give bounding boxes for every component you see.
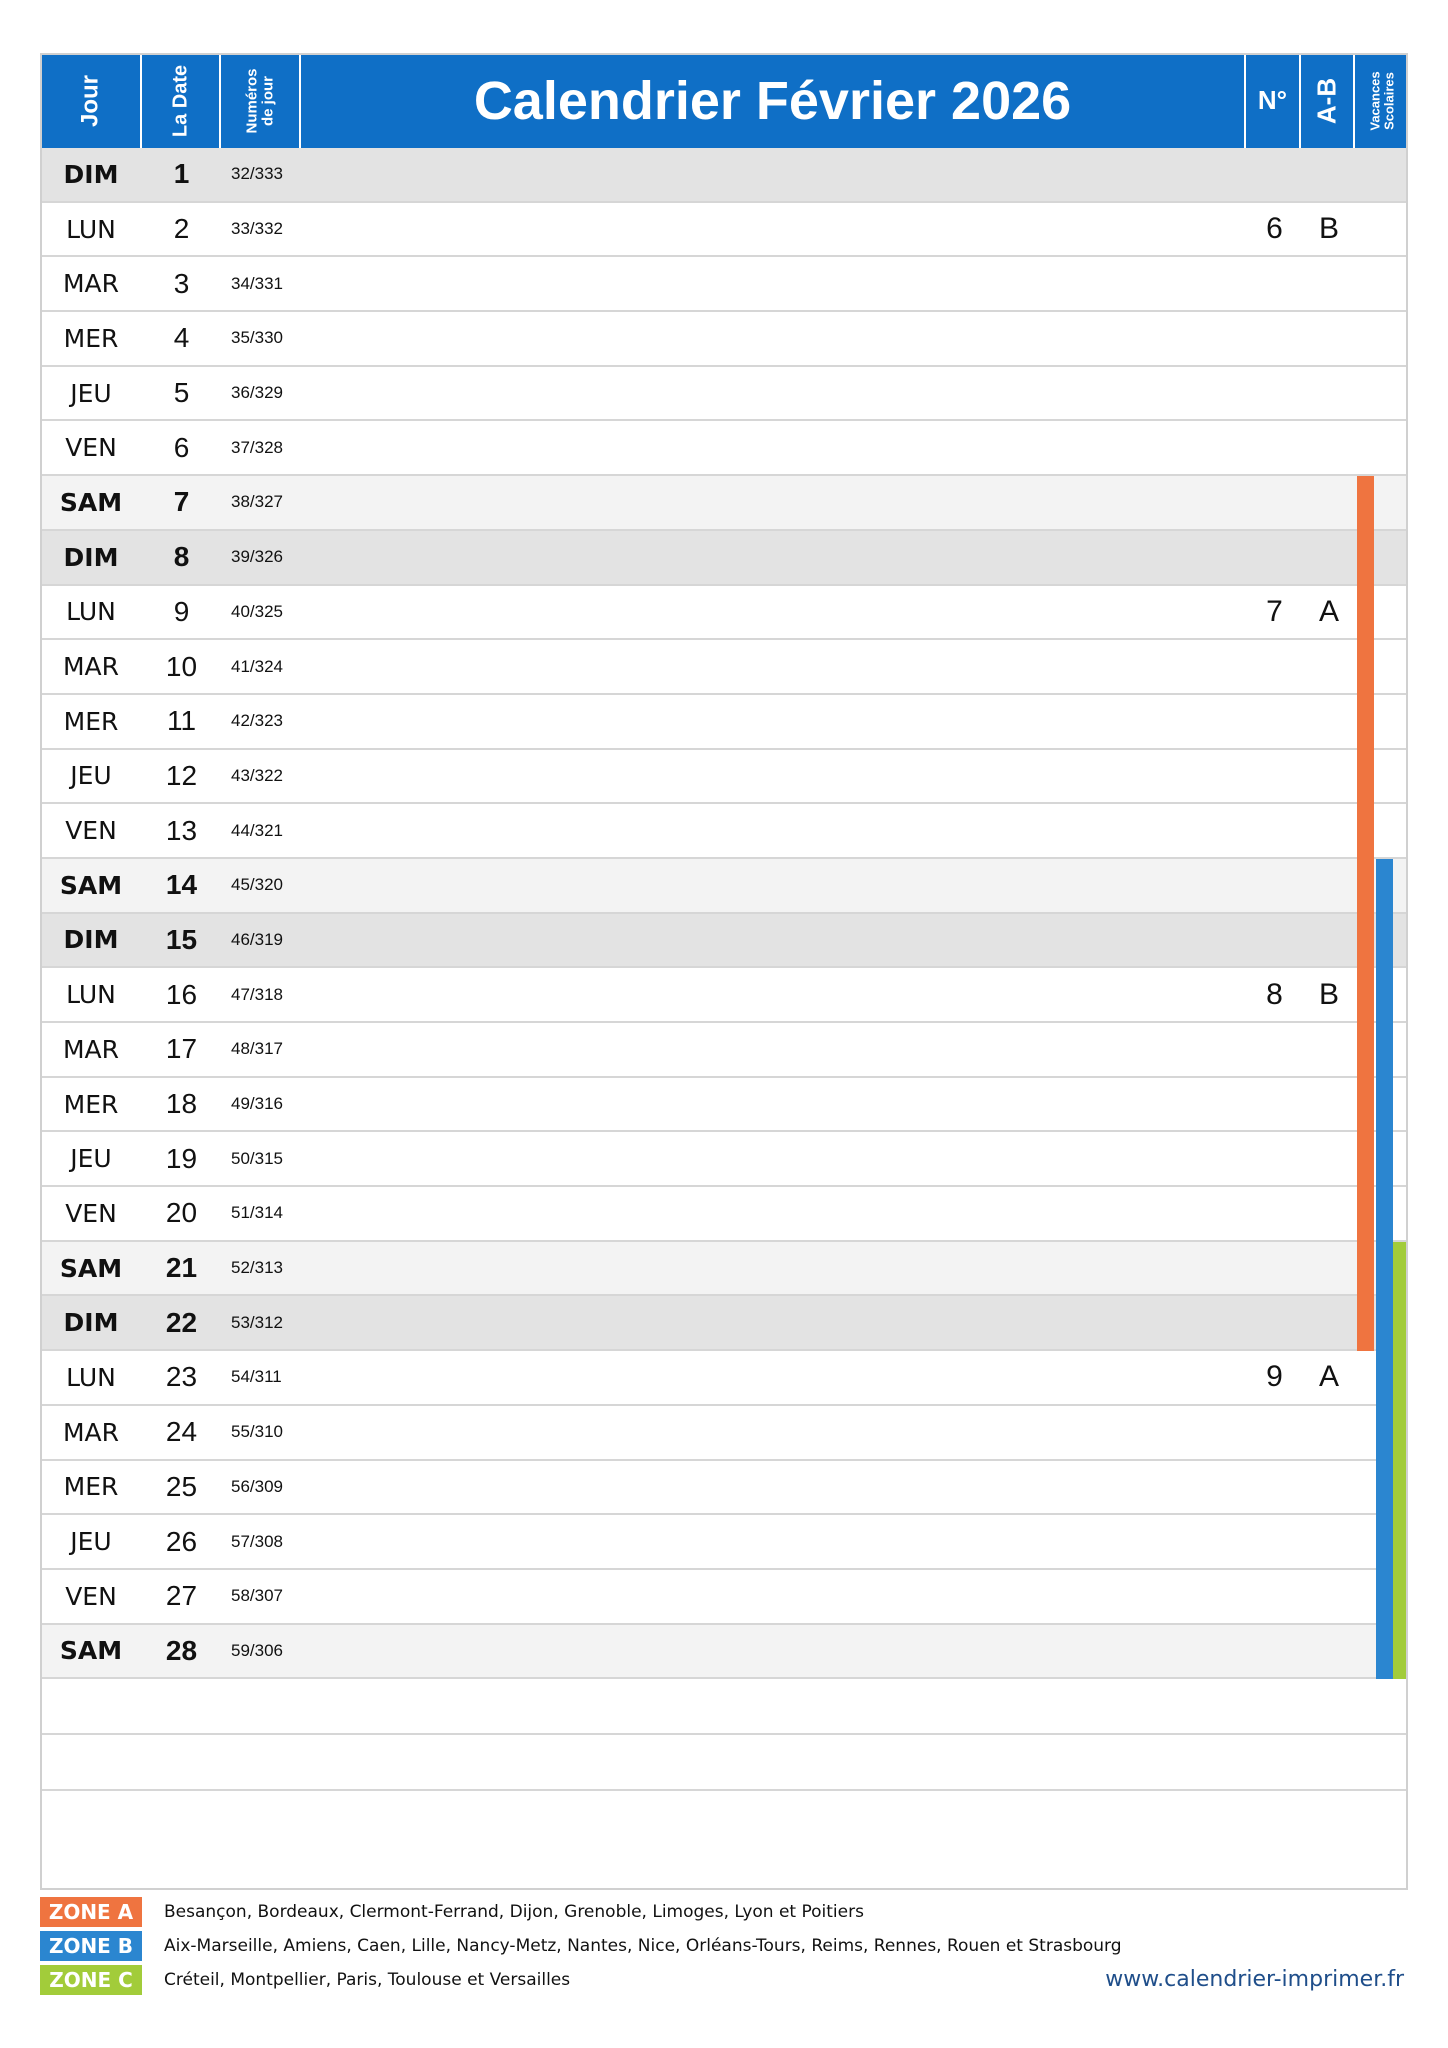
- day-date: 19: [165, 1142, 198, 1174]
- week-number: 9: [1266, 1360, 1283, 1394]
- week-number: 6: [1266, 212, 1283, 246]
- day-number: 38/327: [231, 492, 283, 512]
- zone-c-holiday-bar: [1393, 1625, 1408, 1680]
- day-number: 34/331: [231, 273, 283, 293]
- day-date: 12: [165, 759, 198, 791]
- column-header-date: [142, 53, 221, 148]
- day-name: LUN: [66, 214, 116, 244]
- zone-cities: Aix-Marseille, Amiens, Caen, Lille, Nancy-Metz, Nantes, Nice, Orléans-Tours, Reims, Rennes, Rouen et Strasbourg: [164, 1936, 1122, 1956]
- day-number: 40/325: [231, 601, 283, 621]
- calendar-header: [40, 53, 1408, 148]
- zone-a-holiday-bar: [1357, 914, 1374, 969]
- day-date: 18: [165, 1088, 198, 1120]
- day-name: MER: [63, 323, 119, 353]
- day-name: SAM: [59, 1253, 123, 1283]
- column-header-week-number: N°: [1246, 53, 1301, 148]
- zone-b-holiday-bar: [1376, 1023, 1393, 1078]
- day-date: 5: [173, 377, 190, 409]
- day-name: LUN: [66, 1362, 116, 1392]
- empty-note-row: [40, 1791, 1408, 1847]
- zone-a-holiday-bar: [1357, 1242, 1374, 1297]
- zone-c-holiday-bar: [1393, 1242, 1408, 1297]
- zone-b-holiday-bar: [1376, 1570, 1393, 1625]
- day-name: DIM: [63, 542, 119, 572]
- day-date: 23: [165, 1361, 198, 1393]
- day-date: 24: [165, 1416, 198, 1448]
- zone-tag: ZONE C: [40, 1965, 142, 1995]
- column-header-ab: [1301, 53, 1355, 148]
- day-number: 55/310: [231, 1422, 283, 1442]
- day-date: 28: [165, 1634, 198, 1666]
- day-number: 50/315: [231, 1148, 283, 1168]
- day-row: [40, 1242, 1408, 1297]
- day-row: [40, 421, 1408, 476]
- day-name: DIM: [63, 925, 119, 955]
- day-date: 15: [165, 923, 198, 955]
- day-name: DIM: [63, 1308, 119, 1338]
- zone-b-holiday-bar: [1376, 1515, 1393, 1570]
- day-row: [40, 312, 1408, 367]
- empty-note-row: [40, 1679, 1408, 1735]
- zone-a-holiday-bar: [1357, 476, 1374, 531]
- day-rows: [40, 148, 1408, 1679]
- zone-tag: ZONE B: [40, 1931, 142, 1961]
- day-date: 7: [173, 486, 190, 518]
- day-name: VEN: [65, 433, 117, 463]
- day-row: [40, 1023, 1408, 1078]
- day-number: 41/324: [231, 656, 283, 676]
- zone-b-holiday-bar: [1376, 859, 1393, 914]
- day-date: 26: [165, 1525, 198, 1557]
- week-ab: B: [1318, 212, 1339, 246]
- zone-a-holiday-bar: [1357, 1023, 1374, 1078]
- page-title: Calendrier Février 2026: [301, 53, 1246, 148]
- day-row: [40, 203, 1408, 258]
- day-number: 43/322: [231, 765, 283, 785]
- day-date: 4: [173, 322, 190, 354]
- day-name: JEU: [70, 761, 112, 791]
- day-row: [40, 1570, 1408, 1625]
- day-number: 32/333: [231, 164, 283, 184]
- day-name: MER: [63, 1089, 119, 1119]
- column-header-numeros: [221, 53, 301, 148]
- day-number: 49/316: [231, 1094, 283, 1114]
- day-row: [40, 804, 1408, 859]
- day-row: [40, 1625, 1408, 1680]
- zone-b-holiday-bar: [1376, 968, 1393, 1023]
- zone-b-holiday-bar: [1376, 1187, 1393, 1242]
- day-row: [40, 367, 1408, 422]
- zone-b-holiday-bar: [1376, 1351, 1393, 1406]
- day-date: 25: [165, 1470, 198, 1502]
- week-ab: B: [1318, 977, 1339, 1011]
- zone-b-holiday-bar: [1376, 1625, 1393, 1680]
- day-number: 54/311: [231, 1367, 282, 1387]
- day-number: 37/328: [231, 437, 283, 457]
- day-number: 46/319: [231, 929, 283, 949]
- zone-b-holiday-bar: [1376, 1078, 1393, 1133]
- day-row: [40, 586, 1408, 641]
- day-row: [40, 148, 1408, 203]
- column-header-vacances-line2: Scolaires: [1380, 71, 1396, 130]
- zone-a-holiday-bar: [1357, 968, 1374, 1023]
- zone-tag: ZONE A: [40, 1897, 142, 1927]
- day-name: LUN: [66, 597, 116, 627]
- day-name: JEU: [70, 1144, 112, 1174]
- day-row: [40, 640, 1408, 695]
- day-date: 2: [173, 213, 190, 245]
- day-number: 57/308: [231, 1531, 283, 1551]
- day-number: 53/312: [231, 1312, 283, 1332]
- day-date: 16: [165, 978, 198, 1010]
- website-link[interactable]: www.calendrier-imprimer.fr: [1105, 1967, 1404, 1992]
- zone-a-holiday-bar: [1357, 1078, 1374, 1133]
- zone-b-holiday-bar: [1376, 1406, 1393, 1461]
- day-name: SAM: [59, 1636, 123, 1666]
- zone-b-holiday-bar: [1376, 1242, 1393, 1297]
- day-row: [40, 1351, 1408, 1406]
- zone-c-holiday-bar: [1393, 1296, 1408, 1351]
- day-date: 27: [165, 1580, 198, 1612]
- column-header-vacances-line1: Vacances: [1366, 70, 1382, 131]
- day-number: 48/317: [231, 1039, 283, 1059]
- day-name: MAR: [62, 1034, 120, 1064]
- day-number: 52/313: [231, 1258, 283, 1278]
- day-name: MAR: [62, 652, 120, 682]
- empty-rows: [40, 1679, 1408, 1846]
- zone-legend: [40, 1895, 1408, 1997]
- day-number: 58/307: [231, 1586, 283, 1606]
- day-date: 3: [173, 267, 190, 299]
- day-row: [40, 914, 1408, 969]
- day-number: 39/326: [231, 547, 283, 567]
- day-date: 13: [165, 814, 198, 846]
- week-number: 7: [1266, 594, 1283, 628]
- zone-b-holiday-bar: [1376, 914, 1393, 969]
- zone-c-holiday-bar: [1393, 1351, 1408, 1406]
- column-header-numeros-line1: Numéros: [243, 67, 261, 134]
- zone-cities: Créteil, Montpellier, Paris, Toulouse et Versailles: [164, 1970, 571, 1990]
- day-number: 36/329: [231, 383, 283, 403]
- day-name: LUN: [66, 980, 116, 1010]
- day-number: 56/309: [231, 1476, 283, 1496]
- day-name: MER: [63, 706, 119, 736]
- zone-b-holiday-bar: [1376, 1296, 1393, 1351]
- zone-a-holiday-bar: [1357, 695, 1374, 750]
- day-date: 21: [165, 1252, 198, 1284]
- day-row: [40, 257, 1408, 312]
- day-date: 8: [173, 541, 190, 573]
- day-row: [40, 695, 1408, 750]
- day-number: 35/330: [231, 328, 283, 348]
- day-row: [40, 1296, 1408, 1351]
- zone-a-holiday-bar: [1357, 1132, 1374, 1187]
- day-date: 11: [166, 705, 197, 737]
- day-date: 1: [173, 158, 190, 190]
- zone-legend-row: [40, 1929, 1408, 1963]
- day-number: 47/318: [231, 984, 283, 1004]
- day-row: [40, 1078, 1408, 1133]
- day-date: 6: [173, 431, 190, 463]
- zone-c-holiday-bar: [1393, 1515, 1408, 1570]
- day-name: SAM: [59, 870, 123, 900]
- zone-legend-row: [40, 1895, 1408, 1929]
- column-header-vacances: [1355, 53, 1408, 148]
- zone-c-holiday-bar: [1393, 1570, 1408, 1625]
- day-row: [40, 1406, 1408, 1461]
- zone-a-holiday-bar: [1357, 1296, 1374, 1351]
- day-date: 22: [165, 1306, 198, 1338]
- day-name: VEN: [65, 816, 117, 846]
- day-row: [40, 531, 1408, 586]
- zone-c-holiday-bar: [1393, 1406, 1408, 1461]
- empty-note-row: [40, 1735, 1408, 1791]
- column-header-date-label: La Date: [169, 64, 191, 137]
- day-name: MAR: [62, 1417, 120, 1447]
- day-name: JEU: [70, 378, 112, 408]
- day-number: 45/320: [231, 875, 283, 895]
- zone-a-holiday-bar: [1357, 640, 1374, 695]
- day-date: 9: [173, 595, 190, 627]
- day-row: [40, 1515, 1408, 1570]
- week-ab: A: [1318, 594, 1339, 628]
- week-ab: A: [1318, 1360, 1339, 1394]
- day-number: 59/306: [231, 1640, 283, 1660]
- zone-a-holiday-bar: [1357, 1187, 1374, 1242]
- day-number: 51/314: [231, 1203, 283, 1223]
- day-name: VEN: [65, 1581, 117, 1611]
- zone-a-holiday-bar: [1357, 531, 1374, 586]
- zone-a-holiday-bar: [1357, 804, 1374, 859]
- day-row: [40, 968, 1408, 1023]
- calendar-table: [40, 53, 1408, 1846]
- day-date: 20: [165, 1197, 198, 1229]
- day-name: MAR: [62, 269, 120, 299]
- day-number: 33/332: [231, 219, 283, 239]
- day-row: [40, 859, 1408, 914]
- column-header-jour-label: Jour: [76, 74, 104, 127]
- day-name: JEU: [70, 1527, 112, 1557]
- day-name: SAM: [59, 487, 123, 517]
- zone-a-holiday-bar: [1357, 750, 1374, 805]
- day-row: [40, 1461, 1408, 1516]
- zone-a-holiday-bar: [1357, 586, 1374, 641]
- day-row: [40, 476, 1408, 531]
- day-name: DIM: [63, 159, 119, 189]
- zone-cities: Besançon, Bordeaux, Clermont-Ferrand, Dijon, Grenoble, Limoges, Lyon et Poitiers: [164, 1902, 864, 1922]
- day-date: 14: [165, 869, 198, 901]
- day-name: VEN: [65, 1198, 117, 1228]
- day-date: 10: [165, 650, 198, 682]
- zone-a-holiday-bar: [1357, 859, 1374, 914]
- day-number: 42/323: [231, 711, 283, 731]
- day-date: 17: [165, 1033, 198, 1065]
- day-row: [40, 750, 1408, 805]
- zone-c-holiday-bar: [1393, 1461, 1408, 1516]
- day-number: 44/321: [231, 820, 283, 840]
- day-name: MER: [63, 1472, 119, 1502]
- week-number: 8: [1266, 977, 1283, 1011]
- day-row: [40, 1132, 1408, 1187]
- zone-b-holiday-bar: [1376, 1461, 1393, 1516]
- column-header-jour: [40, 53, 142, 148]
- zone-b-holiday-bar: [1376, 1132, 1393, 1187]
- column-header-ab-label: A-B: [1311, 77, 1342, 124]
- day-row: [40, 1187, 1408, 1242]
- column-header-numeros-line2: de jour: [259, 75, 276, 126]
